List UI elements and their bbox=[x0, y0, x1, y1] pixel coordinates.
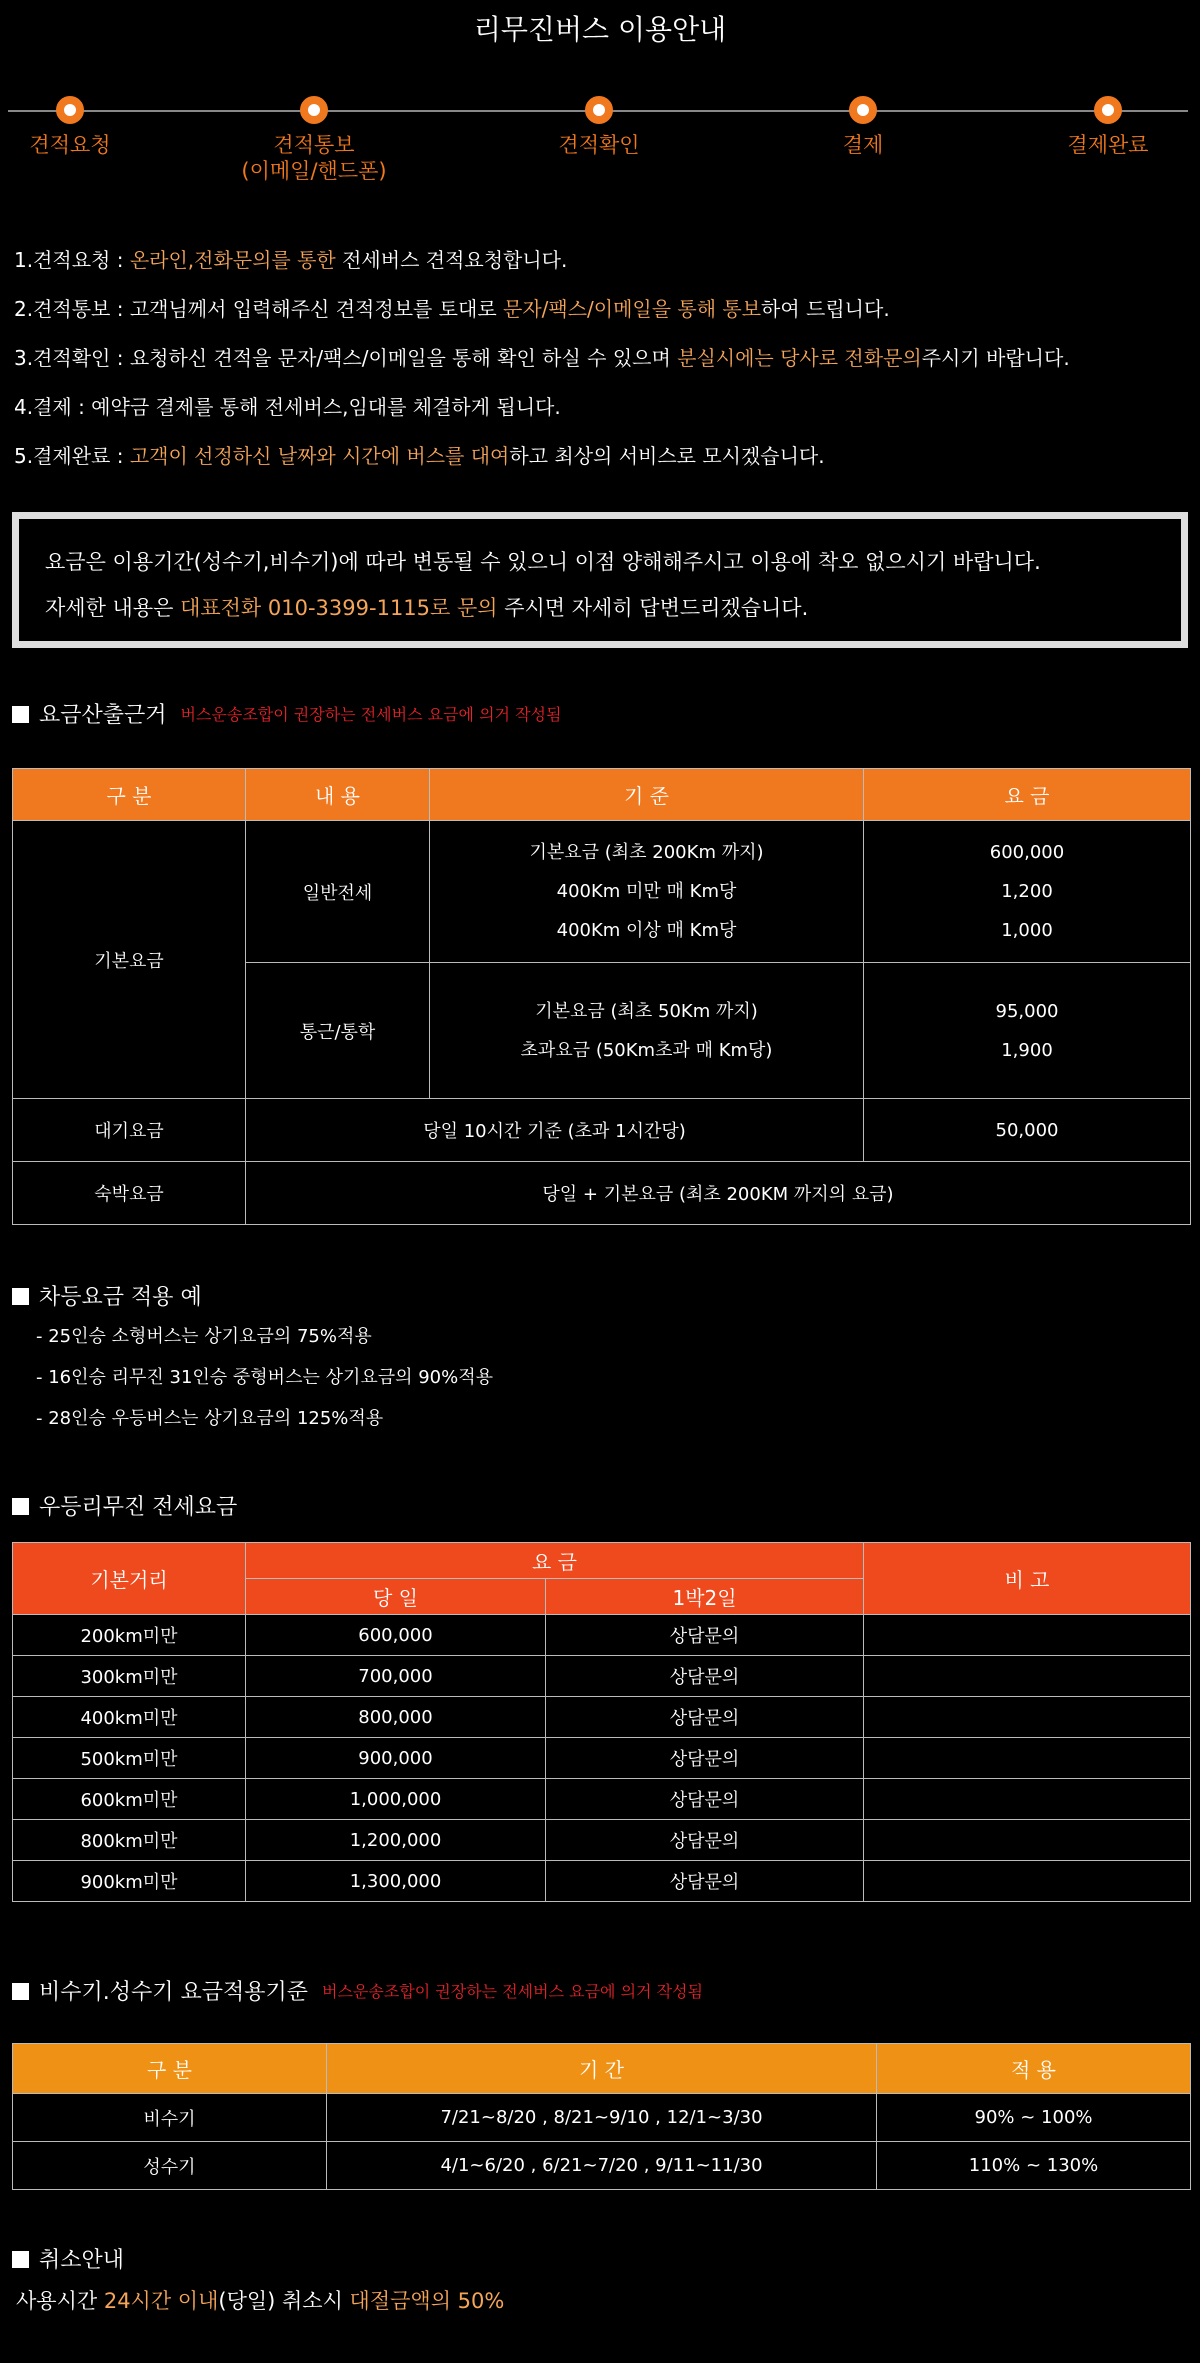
step-notify bbox=[194, 96, 434, 184]
section-heading-premium: 우등리무진 전세요금 bbox=[12, 1490, 237, 1521]
column-header: 내 용 bbox=[246, 769, 430, 821]
step-confirm bbox=[479, 96, 719, 158]
table-row: 300km미만 700,000 상담문의 bbox=[13, 1656, 1191, 1697]
table-header-row bbox=[13, 769, 1191, 821]
season-table bbox=[12, 2043, 1191, 2190]
table-header-row bbox=[13, 2044, 1191, 2094]
column-header: 요 금 bbox=[864, 769, 1191, 821]
step-label: 견적통보 (이메일/핸드폰) bbox=[241, 133, 387, 183]
step-label: 견적확인 bbox=[558, 133, 640, 157]
square-bullet-icon bbox=[12, 2251, 29, 2268]
premium-fee-table bbox=[12, 1542, 1191, 1902]
section-note: 버스운송조합이 권장하는 전세버스 요금에 의거 작성됨 bbox=[180, 705, 562, 724]
phone-contact: 대표전화 010-3399-1115로 문의 bbox=[180, 596, 498, 620]
table-cell: 기본요금 (최초 50Km 까지) 초과요금 (50Km초과 매 Km당) bbox=[430, 963, 864, 1099]
step-dot-icon bbox=[56, 96, 84, 124]
column-header: 기 준 bbox=[430, 769, 864, 821]
table-cell: 기본요금 bbox=[13, 821, 246, 1099]
process-item: 2.견적통보 : 고객님께서 입력해주신 견적정보를 토대로 문자/팩스/이메일을 통해 통보하여 드립니다. bbox=[14, 297, 890, 321]
column-header: 당 일 bbox=[246, 1579, 546, 1615]
step-dot-icon bbox=[585, 96, 613, 124]
table-row: 400km미만 800,000 상담문의 bbox=[13, 1697, 1191, 1738]
process-item: 5.결제완료 : 고객이 선정하신 날짜와 시간에 버스를 대여하고 최상의 서비스로 모시겠습니다. bbox=[14, 444, 825, 468]
table-row: 성수기 4/1~6/20 , 6/21~7/20 , 9/11~11/30 110% ~ 130% bbox=[13, 2142, 1191, 2190]
table-cell: 일반전세 bbox=[246, 821, 430, 963]
table-cell: 50,000 bbox=[864, 1099, 1191, 1162]
table-cell: 95,000 1,900 bbox=[864, 963, 1191, 1099]
table-row bbox=[13, 821, 1191, 963]
table-cell: 대기요금 bbox=[13, 1099, 246, 1162]
page-title: 리무진버스 이용안내 bbox=[473, 13, 727, 46]
table-cell: 통근/통학 bbox=[246, 963, 430, 1099]
table-cell: 당일 10시간 기준 (초과 1시간당) bbox=[246, 1099, 864, 1162]
step-complete bbox=[988, 96, 1200, 158]
step-label: 결제완료 bbox=[1067, 133, 1149, 157]
step-request bbox=[0, 96, 190, 158]
step-dot-icon bbox=[849, 96, 877, 124]
step-dot-icon bbox=[1094, 96, 1122, 124]
table-header-row bbox=[13, 1543, 1191, 1579]
table-row: 800km미만 1,200,000 상담문의 bbox=[13, 1820, 1191, 1861]
column-header: 기본거리 bbox=[13, 1543, 246, 1615]
list-item: - 25인승 소형버스는 상기요금의 75%적용 bbox=[36, 1326, 372, 1347]
column-header: 비 고 bbox=[864, 1543, 1191, 1615]
step-dot-icon bbox=[300, 96, 328, 124]
step-label: 결제 bbox=[842, 133, 884, 157]
notice-line: 요금은 이용기간(성수기,비수기)에 따라 변동될 수 있으니 이점 양해해주시고 이용에 착오 없으시기 바랍니다. bbox=[45, 550, 1041, 574]
table-row: 비수기 7/21~8/20 , 8/21~9/10 , 12/1~3/30 90% ~ 100% bbox=[13, 2094, 1191, 2142]
table-row bbox=[13, 1099, 1191, 1162]
table-cell: 숙박요금 bbox=[13, 1162, 246, 1225]
fee-basis-table bbox=[12, 768, 1191, 1225]
column-header: 적 용 bbox=[877, 2044, 1191, 2094]
section-heading-fee-basis: 요금산출근거 버스운송조합이 권장하는 전세버스 요금에 의거 작성됨 bbox=[12, 698, 561, 729]
process-list bbox=[14, 236, 1184, 481]
section-note: 버스운송조합이 권장하는 전세버스 요금에 의거 작성됨 bbox=[322, 1982, 703, 2001]
section-heading-differential: 차등요금 적용 예 bbox=[12, 1280, 202, 1311]
section-heading-season: 비수기.성수기 요금적용기준 버스운송조합이 권장하는 전세버스 요금에 의거 작성됨 bbox=[12, 1975, 703, 2006]
column-header: 1박2일 bbox=[546, 1579, 864, 1615]
fee-notice-box bbox=[12, 512, 1188, 648]
column-header: 구 분 bbox=[13, 769, 246, 821]
step-payment bbox=[743, 96, 983, 158]
process-item: 3.견적확인 : 요청하신 견적을 문자/팩스/이메일을 통해 확인 하실 수 있으며 분실시에는 당사로 전화문의주시기 바랍니다. bbox=[14, 346, 1070, 370]
square-bullet-icon bbox=[12, 1983, 29, 2000]
table-row: 600km미만 1,000,000 상담문의 bbox=[13, 1779, 1191, 1820]
column-header: 구 분 bbox=[13, 2044, 327, 2094]
column-header: 기 간 bbox=[327, 2044, 877, 2094]
table-row: 500km미만 900,000 상담문의 bbox=[13, 1738, 1191, 1779]
list-item: - 28인승 우등버스는 상기요금의 125%적용 bbox=[36, 1408, 384, 1429]
cancel-policy: 사용시간 24시간 이내(당일) 취소시 대절금액의 50% bbox=[16, 2289, 505, 2313]
square-bullet-icon bbox=[12, 1288, 29, 1305]
process-item: 1.견적요청 : 온라인,전화문의를 통한 전세버스 견적요청합니다. bbox=[14, 248, 568, 272]
column-header: 요 금 bbox=[246, 1543, 864, 1579]
table-cell: 기본요금 (최초 200Km 까지) 400Km 미만 매 Km당 400Km 이상 매 Km당 bbox=[430, 821, 864, 963]
notice-line: 자세한 내용은 대표전화 010-3399-1115로 문의 주시면 자세히 답변드리겠습니다. bbox=[45, 596, 809, 620]
step-label: 견적요청 bbox=[29, 133, 111, 157]
table-cell: 당일 + 기본요금 (최초 200KM 까지의 요금) bbox=[246, 1162, 1191, 1225]
square-bullet-icon bbox=[12, 1498, 29, 1515]
process-item: 4.결제 : 예약금 결제를 통해 전세버스,임대를 체결하게 됩니다. bbox=[14, 395, 561, 419]
differential-list bbox=[36, 1316, 493, 1439]
table-row: 200km미만 600,000 상담문의 bbox=[13, 1615, 1191, 1656]
table-cell: 600,000 1,200 1,000 bbox=[864, 821, 1191, 963]
square-bullet-icon bbox=[12, 706, 29, 723]
table-row: 900km미만 1,300,000 상담문의 bbox=[13, 1861, 1191, 1902]
table-row bbox=[13, 1162, 1191, 1225]
list-item: - 16인승 리무진 31인승 중형버스는 상기요금의 90%적용 bbox=[36, 1367, 494, 1388]
section-heading-cancel: 취소안내 bbox=[12, 2243, 124, 2274]
